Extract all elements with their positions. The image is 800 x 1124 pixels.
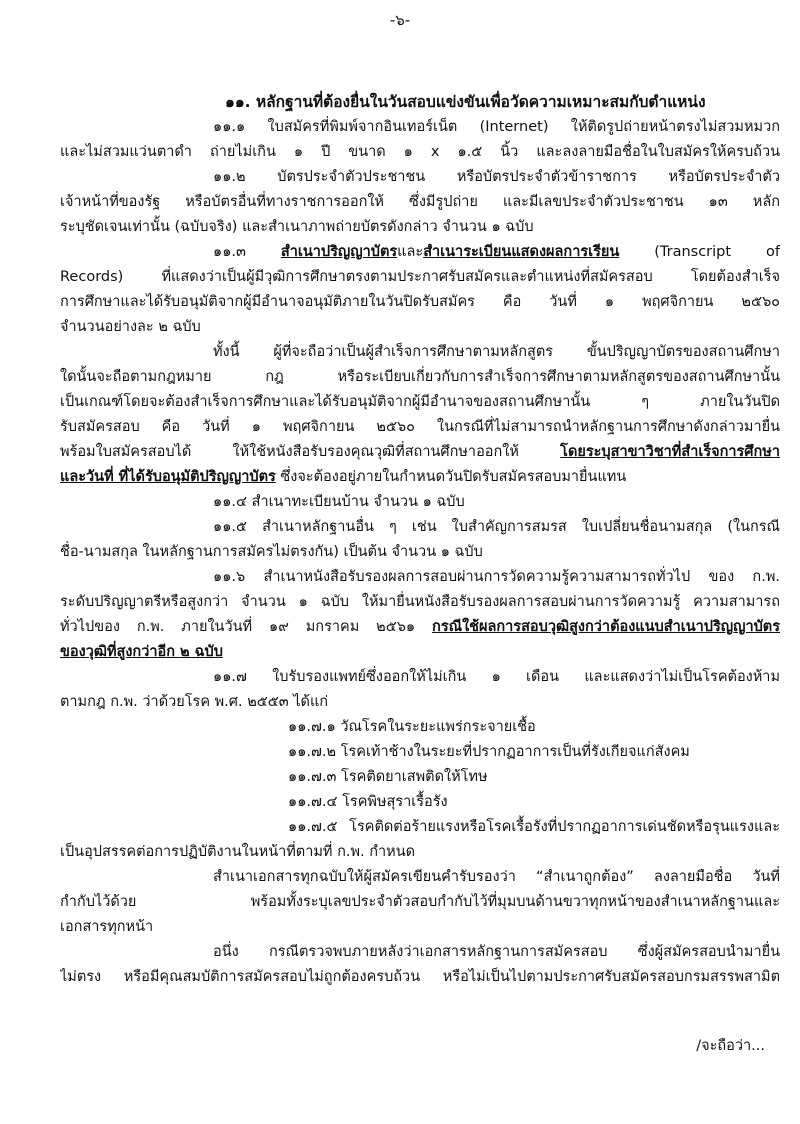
text-line: ๑๑.๔ สำเนาทะเบียนบ้าน จำนวน ๑ ฉบับ xyxy=(213,494,465,510)
emphasis-text: ของวุฒิที่สูงกว่าอีก ๒ ฉบับ xyxy=(60,644,223,660)
text-line: ใดนั้นจะถือตามกฎหมาย กฎ หรือระเบียบเกี่ยวกับการสำเร็จการศึกษาตามหลักสูตรของสถานศึกษานั้น xyxy=(60,369,780,385)
text-line: รับสมัครสอบ คือ วันที่ ๑ พฤศจิกายน ๒๕๖๐ ในกรณีที่ไม่สามารถนำหลักฐานการศึกษาดังกล่าวมายื่น xyxy=(60,419,780,435)
text-line xyxy=(60,465,780,490)
text-line xyxy=(60,440,780,465)
list-item: ๑๑.๗.๔ โรคพิษสุราเรื้อรัง xyxy=(288,794,448,810)
page-number: -๖- xyxy=(389,11,411,29)
text-span: (Transcript of xyxy=(619,244,780,260)
text-line: สำเนาเอกสารทุกฉบับให้ผู้สมัครเขียนคำรับรองว่า “สำเนาถูกต้อง” ลงลายมือชื่อ วันที่ xyxy=(213,869,780,885)
text-line: จำนวนอย่างละ ๒ ฉบับ xyxy=(60,319,201,335)
emphasis-text: สำเนาปริญญาบัตร xyxy=(280,244,398,260)
document-body xyxy=(60,90,780,990)
text-span: ๑๑.๓ xyxy=(213,244,281,260)
text-line: Records) ที่แสดงว่าเป็นผู้มีวุฒิการศึกษาตรงตามประกาศรับสมัครและตำแหน่งที่สมัครสอบ โดยต้องสำเร็จ xyxy=(60,269,780,285)
text-line xyxy=(60,615,780,640)
text-line: ทั้งนี้ ผู้ที่จะถือว่าเป็นผู้สำเร็จการศึกษาตามหลักสูตร ขั้นปริญญาบัตรของสถานศึกษา xyxy=(213,344,780,360)
text-line: เป็นอุปสรรคต่อการปฏิบัติงานในหน้าที่ตามที่ ก.พ. กำหนด xyxy=(60,844,416,860)
text-line: เป็นเกณฑ์โดยจะต้องสำเร็จการศึกษาและได้รับอนุมัติจากผู้มีอำนาจของสถานศึกษานั้น ๆ ภายในวันปิด xyxy=(60,394,780,410)
text-line: ๑๑.๖ สำเนาหนังสือรับรองผลการสอบผ่านการวัดความรู้ความสามารถทั่วไป ของ ก.พ. xyxy=(213,569,780,585)
text-line: ๑๑.๗ ใบรับรองแพทย์ซึ่งออกให้ไม่เกิน ๑ เดือน และแสดงว่าไม่เป็นโรคต้องห้าม xyxy=(213,669,780,685)
text-line: ๑๑.๑ ใบสมัครที่พิมพ์จากอินเทอร์เน็ต (Internet) ให้ติดรูปถ่ายหน้าตรงไม่สวมหมวก xyxy=(213,119,780,135)
text-line: ๑๑.๕ สำเนาหลักฐานอื่น ๆ เช่น ใบสำคัญการสมรส ใบเปลี่ยนชื่อนามสกุล (ในกรณี xyxy=(213,519,780,535)
text-line: ไม่ตรง หรือมีคุณสมบัติการสมัครสอบไม่ถูกต้องครบถ้วน หรือไม่เป็นไปตามประกาศรับสมัครสอบกรมสรรพสามิต xyxy=(60,969,780,985)
list-item: ๑๑.๗.๕ โรคติดต่อร้ายแรงหรือโรคเรื้อรังที่ปรากฏอาการเด่นชัดหรือรุนแรงและ xyxy=(288,819,780,835)
text-line: ชื่อ-นามสกุล ในหลักฐานการสมัครไม่ตรงกัน) เป็นต้น จำนวน ๑ ฉบับ xyxy=(60,544,483,560)
text-line: และไม่สวมแว่นตาดำ ถ่ายไม่เกิน ๑ ปี ขนาด ๑ x ๑.๕ นิ้ว และลงลายมือชื่อในใบสมัครให้ครบถ้วน xyxy=(60,144,780,160)
emphasis-text: กรณีใช้ผลการสอบวุฒิสูงกว่าต้องแนบสำเนาปริญญาบัตร xyxy=(432,619,780,635)
text-span: ทั่วไปของ ก.พ. ภายในวันที่ ๑๙ มกราคม ๒๕๖๑ xyxy=(60,619,433,635)
continuation-marker: /จะถือว่า... xyxy=(696,1038,765,1054)
text-line: ตามกฎ ก.พ. ว่าด้วยโรค พ.ศ. ๒๕๕๓ ได้แก่ xyxy=(60,694,329,710)
text-line: เอกสารทุกหน้า xyxy=(60,919,154,935)
list-item: ๑๑.๗.๒ โรคเท้าช้างในระยะที่ปรากฏอาการเป็นที่รังเกียจแก่สังคม xyxy=(288,744,690,760)
emphasis-text: และวันที่ ที่ได้รับอนุมัติปริญญาบัตร xyxy=(60,469,276,485)
section-title: ๑๑. หลักฐานที่ต้องยื่นในวันสอบแข่งขันเพื่อวัดความเหมาะสมกับตำแหน่ง xyxy=(225,93,706,111)
text-span: พร้อมใบสมัครสอบได้ ให้ใช้หนังสือรับรองคุณวุฒิที่สถานศึกษาออกให้ xyxy=(60,444,561,460)
list-item: ๑๑.๗.๓ โรคติดยาเสพติดให้โทษ xyxy=(288,769,488,785)
text-span: ซึ่งจะต้องอยู่ภายในกำหนดวันปิดรับสมัครสอบมายื่นแทน xyxy=(275,469,627,485)
text-line: ระดับปริญญาตรีหรือสูงกว่า จำนวน ๑ ฉบับ ให้มายื่นหนังสือรับรองผลการสอบผ่านการวัดความรู้ ความสามารถ xyxy=(60,594,780,610)
emphasis-text: โดยระบุสาขาวิชาที่สำเร็จการศึกษา xyxy=(560,444,780,460)
text-line: กำกับไว้ด้วย พร้อมทั้งระบุเลขประจำตัวสอบกำกับไว้ที่มุมบนด้านขวาทุกหน้าของสำเนาหลักฐานและ xyxy=(60,894,780,910)
text-line: เจ้าหน้าที่ของรัฐ หรือบัตรอื่นที่ทางราชการออกให้ ซึ่งมีรูปถ่าย และมีเลขประจำตัวประชาชน ๑๓ หลัก xyxy=(60,194,780,210)
text-line xyxy=(60,240,780,265)
text-line: การศึกษาและได้รับอนุมัติจากผู้มีอำนาจอนุมัติภายในวันปิดรับสมัคร คือ วันที่ ๑ พฤศจิกายน ๒๕๖๐ xyxy=(60,294,780,310)
emphasis-text: สำเนาระเบียนแสดงผลการเรียน xyxy=(423,244,620,260)
text-line xyxy=(60,640,780,665)
text-span: และ xyxy=(397,244,424,260)
text-line: อนึ่ง กรณีตรวจพบภายหลังว่าเอกสารหลักฐานการสมัครสอบ ซึ่งผู้สมัครสอบนำมายื่น xyxy=(213,944,780,960)
text-line: ระบุชัดเจนเท่านั้น (ฉบับจริง) และสำเนาภาพถ่ายบัตรดังกล่าว จำนวน ๑ ฉบับ xyxy=(60,219,534,235)
list-item: ๑๑.๗.๑ วัณโรคในระยะแพร่กระจายเชื้อ xyxy=(288,719,536,735)
text-line: ๑๑.๒ บัตรประจำตัวประชาชน หรือบัตรประจำตัวข้าราชการ หรือบัตรประจำตัว xyxy=(213,169,780,185)
